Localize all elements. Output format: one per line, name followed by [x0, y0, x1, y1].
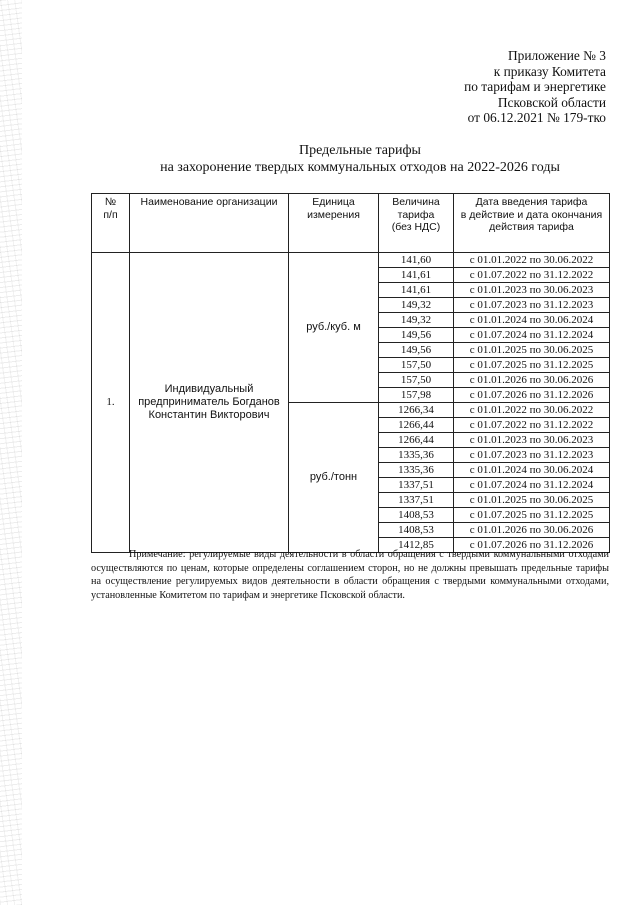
tariff-period: с 01.01.2025 по 30.06.2025: [454, 343, 610, 358]
tariff-value: 149,56: [379, 343, 454, 358]
tariff-value: 1266,44: [379, 418, 454, 433]
tariff-value: 149,32: [379, 298, 454, 313]
scan-edge-artifact: [0, 0, 22, 905]
title-line: на захоронение твердых коммунальных отходов на 2022-2026 годы: [160, 160, 560, 175]
tariff-value: 141,61: [379, 268, 454, 283]
organization-name-line: предприниматель Богданов: [138, 396, 280, 408]
footnote: Примечание: регулируемые виды деятельности в области обращения с твердыми коммунальными отходами осуществляются по ценам, которые определены соглашением сторон, но не должны превышать предельные тарифы на осуществление регулируемых видов деятельности в области обращения с твердыми коммунальными отходами, установленные Комитетом по тарифам и энергетике Псковской области.: [91, 549, 609, 601]
tariff-value: 157,50: [379, 373, 454, 388]
tariff-period: с 01.01.2024 по 30.06.2024: [454, 313, 610, 328]
organization-name-line: Константин Викторович: [148, 409, 270, 421]
tariff-period: с 01.07.2026 по 31.12.2026: [454, 388, 610, 403]
header-tariff-value: Величина тарифа (без НДС): [379, 194, 454, 253]
tariff-period: с 01.07.2022 по 31.12.2022: [454, 268, 610, 283]
tariff-value: 141,60: [379, 253, 454, 268]
tariff-value: 149,56: [379, 328, 454, 343]
tariff-period: с 01.01.2026 по 30.06.2026: [454, 523, 610, 538]
appendix-line: к приказу Комитета: [493, 63, 606, 79]
tariff-period: с 01.07.2023 по 31.12.2023: [454, 448, 610, 463]
tariff-value: 1408,53: [379, 508, 454, 523]
header-number: № п/п: [92, 194, 130, 253]
tariff-period: с 01.01.2023 по 30.06.2023: [454, 433, 610, 448]
tariff-period: с 01.01.2022 по 30.06.2022: [454, 253, 610, 268]
appendix-line: по тарифам и энергетике: [464, 79, 606, 95]
tariff-value: 141,61: [379, 283, 454, 298]
appendix-reference: [464, 48, 606, 126]
tariff-value: 1337,51: [379, 478, 454, 493]
organization-name: [130, 253, 289, 553]
tariff-value: 1335,36: [379, 448, 454, 463]
tariffs-table-body: [92, 253, 610, 553]
tariff-value: 1408,53: [379, 523, 454, 538]
appendix-line: Псковской области: [497, 94, 606, 110]
tariff-value: 1335,36: [379, 463, 454, 478]
tariff-period: с 01.07.2025 по 31.12.2025: [454, 508, 610, 523]
table-header-row: [92, 194, 610, 253]
tariff-period: с 01.01.2024 по 30.06.2024: [454, 463, 610, 478]
header-organization: Наименование организации: [130, 194, 289, 253]
tariff-value: 1266,44: [379, 433, 454, 448]
unit-of-measure: руб./тонн: [289, 403, 379, 553]
table-row: [92, 253, 610, 268]
tariff-period: с 01.07.2023 по 31.12.2023: [454, 298, 610, 313]
tariff-value: 1412,85: [379, 538, 454, 553]
tariff-period: с 01.07.2024 по 31.12.2024: [454, 328, 610, 343]
unit-of-measure: руб./куб. м: [289, 253, 379, 403]
header-unit: Единица измерения: [289, 194, 379, 253]
tariff-value: 1266,34: [379, 403, 454, 418]
title-line: Предельные тарифы: [299, 143, 421, 158]
tariff-value: 157,50: [379, 358, 454, 373]
tariff-period: с 01.01.2023 по 30.06.2023: [454, 283, 610, 298]
tariff-value: 1337,51: [379, 493, 454, 508]
tariff-value: 157,98: [379, 388, 454, 403]
appendix-line: от 06.12.2021 № 179-тко: [467, 110, 606, 126]
tariffs-table: [91, 193, 610, 553]
organization-name-line: Индивидуальный: [164, 383, 254, 395]
tariff-period: с 01.07.2024 по 31.12.2024: [454, 478, 610, 493]
tariff-value: 149,32: [379, 313, 454, 328]
tariff-period: с 01.07.2025 по 31.12.2025: [454, 358, 610, 373]
tariff-period: с 01.01.2026 по 30.06.2026: [454, 373, 610, 388]
tariff-period: с 01.07.2022 по 31.12.2022: [454, 418, 610, 433]
appendix-line: Приложение № 3: [507, 48, 606, 63]
row-number: 1.: [92, 253, 130, 553]
tariff-period: с 01.01.2022 по 30.06.2022: [454, 403, 610, 418]
document-title: [0, 142, 640, 176]
tariff-period: с 01.01.2025 по 30.06.2025: [454, 493, 610, 508]
header-tariff-period: Дата введения тарифа в действие и дата окончания действия тарифа: [454, 194, 610, 253]
tariff-period: с 01.07.2026 по 31.12.2026: [454, 538, 610, 553]
